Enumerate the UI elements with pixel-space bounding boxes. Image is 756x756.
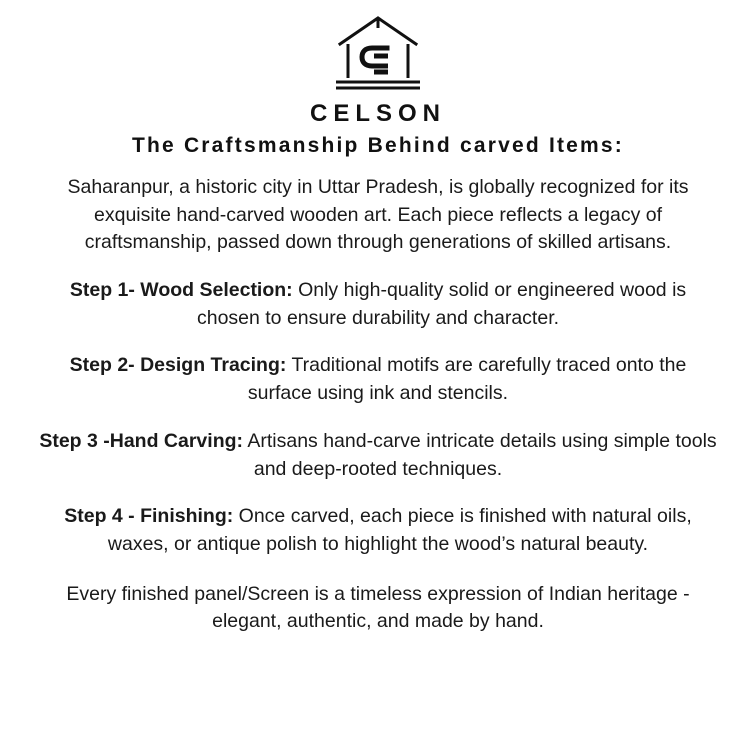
step-item xyxy=(36,428,720,483)
house-with-letter-c-logo-icon xyxy=(332,14,424,92)
step-text: Only high-quality solid or engineered wood is chosen to ensure durability and character. xyxy=(196,279,687,329)
step-label: Step 2- Design Tracing: xyxy=(69,354,287,377)
step-item xyxy=(36,352,720,407)
step-label: Step 1- Wood Selection: xyxy=(69,279,293,302)
page-title: The Craftsmanship Behind carved Items: xyxy=(131,134,625,157)
closing-paragraph: Every finished panel/Screen is a timeless expression of Indian heritage - elegant, authentic, and made by hand. xyxy=(66,582,690,633)
step-label: Step 3 -Hand Carving: xyxy=(39,429,244,452)
step-item xyxy=(36,277,720,332)
brand-name: CELSON xyxy=(309,100,446,127)
step-text: Once carved, each piece is finished with natural oils, waxes, or antique polish to highlight the wood’s natural beauty. xyxy=(107,505,692,555)
step-label: Step 4 - Finishing: xyxy=(64,505,234,528)
step-text: Traditional motifs are carefully traced onto the surface using ink and stencils. xyxy=(247,354,687,405)
step-text: Artisans hand-carve intricate details using simple tools and deep-rooted techniques. xyxy=(243,429,717,480)
intro-paragraph: Saharanpur, a historic city in Uttar Pradesh, is globally recognized for its exquisite hand-carved wooden art. Each piece reflects a legacy of craftsmanship, passed down through generations of skilled artisans. xyxy=(67,176,689,254)
step-item xyxy=(36,503,720,558)
